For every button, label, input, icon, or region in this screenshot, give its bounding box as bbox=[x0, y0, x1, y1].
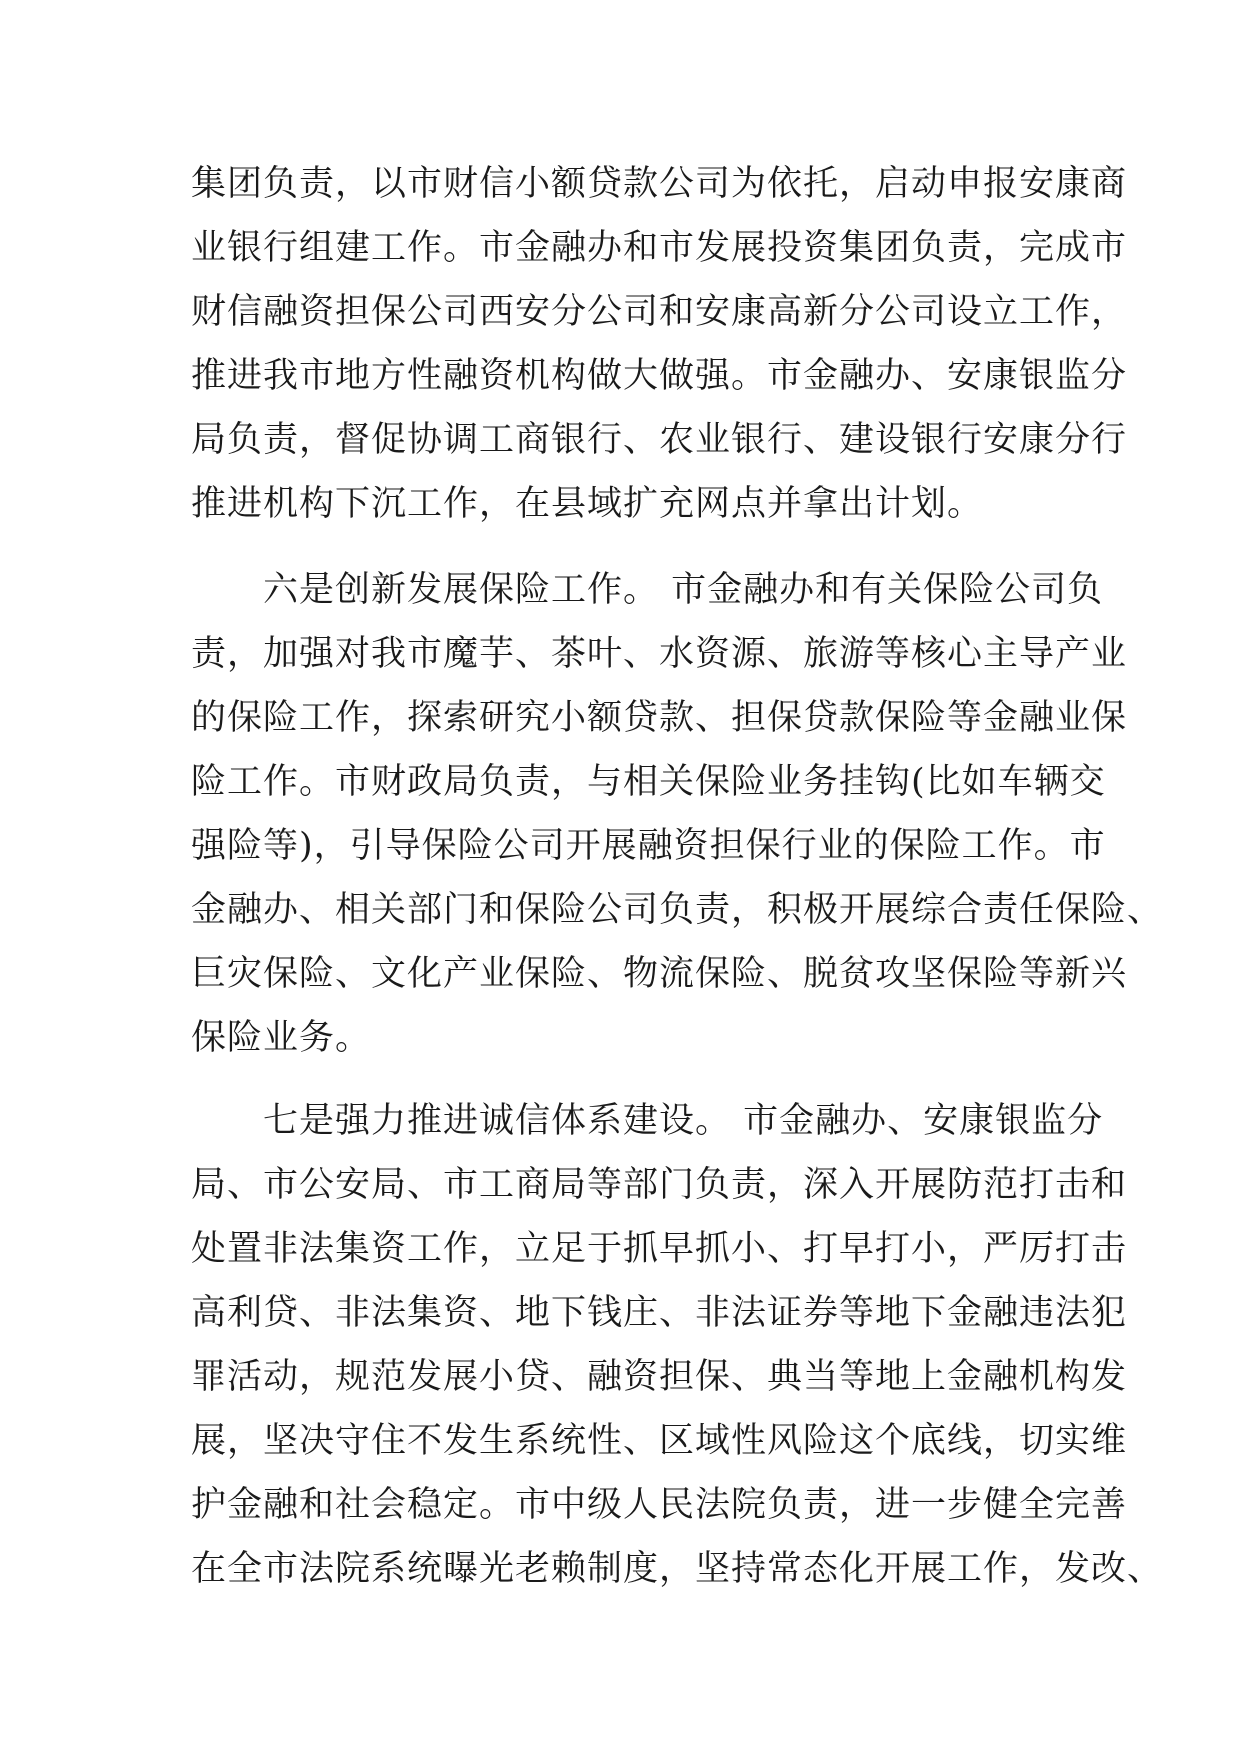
text-line: 展，坚决守住不发生系统性、区域性风险这个底线，切实维 bbox=[191, 1421, 1128, 1461]
text-line: 局、市公安局、市工商局等部门负责，深入开展防范打击和 bbox=[191, 1165, 1128, 1205]
text-line: 推进机构下沉工作，在县域扩充网点并拿出计划。 bbox=[191, 484, 984, 524]
text-line: 七是强力推进诚信体系建设。 市金融办、安康银监分 bbox=[191, 1101, 1104, 1141]
text-line: 罪活动，规范发展小贷、融资担保、典当等地上金融机构发 bbox=[191, 1357, 1128, 1397]
paragraph-insurance bbox=[191, 558, 1164, 1070]
text-line: 推进我市地方性融资机构做大做强。市金融办、安康银监分 bbox=[191, 356, 1128, 396]
text-line: 巨灾保险、文化产业保险、物流保险、脱贫攻坚保险等新兴 bbox=[191, 954, 1128, 994]
text-line: 业银行组建工作。市金融办和市发展投资集团负责，完成市 bbox=[191, 228, 1128, 268]
text-line: 高利贷、非法集资、地下钱庄、非法证券等地下金融违法犯 bbox=[191, 1293, 1128, 1333]
text-line: 六是创新发展保险工作。 市金融办和有关保险公司负 bbox=[191, 570, 1104, 610]
text-line: 处置非法集资工作，立足于抓早抓小、打早打小，严厉打击 bbox=[191, 1229, 1128, 1269]
text-line: 集团负责，以市财信小额贷款公司为依托，启动申报安康商 bbox=[191, 164, 1128, 204]
text-line: 险工作。市财政局负责，与相关保险业务挂钩(比如车辆交 bbox=[191, 762, 1106, 802]
text-line: 的保险工作，探索研究小额贷款、担保贷款保险等金融业保 bbox=[191, 698, 1128, 738]
text-line: 局负责，督促协调工商银行、农业银行、建设银行安康分行 bbox=[191, 420, 1128, 460]
text-line: 强险等)，引导保险公司开展融资担保行业的保险工作。市 bbox=[191, 826, 1106, 866]
text-line: 在全市法院系统曝光老赖制度，坚持常态化开展工作，发改、 bbox=[191, 1549, 1164, 1589]
paragraph-institutions bbox=[191, 152, 1128, 536]
text-line: 金融办、相关部门和保险公司负责，积极开展综合责任保险、 bbox=[191, 890, 1164, 930]
text-line: 财信融资担保公司西安分公司和安康高新分公司设立工作， bbox=[191, 292, 1128, 332]
text-line: 责，加强对我市魔芋、茶叶、水资源、旅游等核心主导产业 bbox=[191, 634, 1128, 674]
text-line: 护金融和社会稳定。市中级人民法院负责，进一步健全完善 bbox=[191, 1485, 1128, 1525]
text-line: 保险业务。 bbox=[191, 1018, 372, 1058]
paragraph-credit-system bbox=[191, 1089, 1164, 1601]
